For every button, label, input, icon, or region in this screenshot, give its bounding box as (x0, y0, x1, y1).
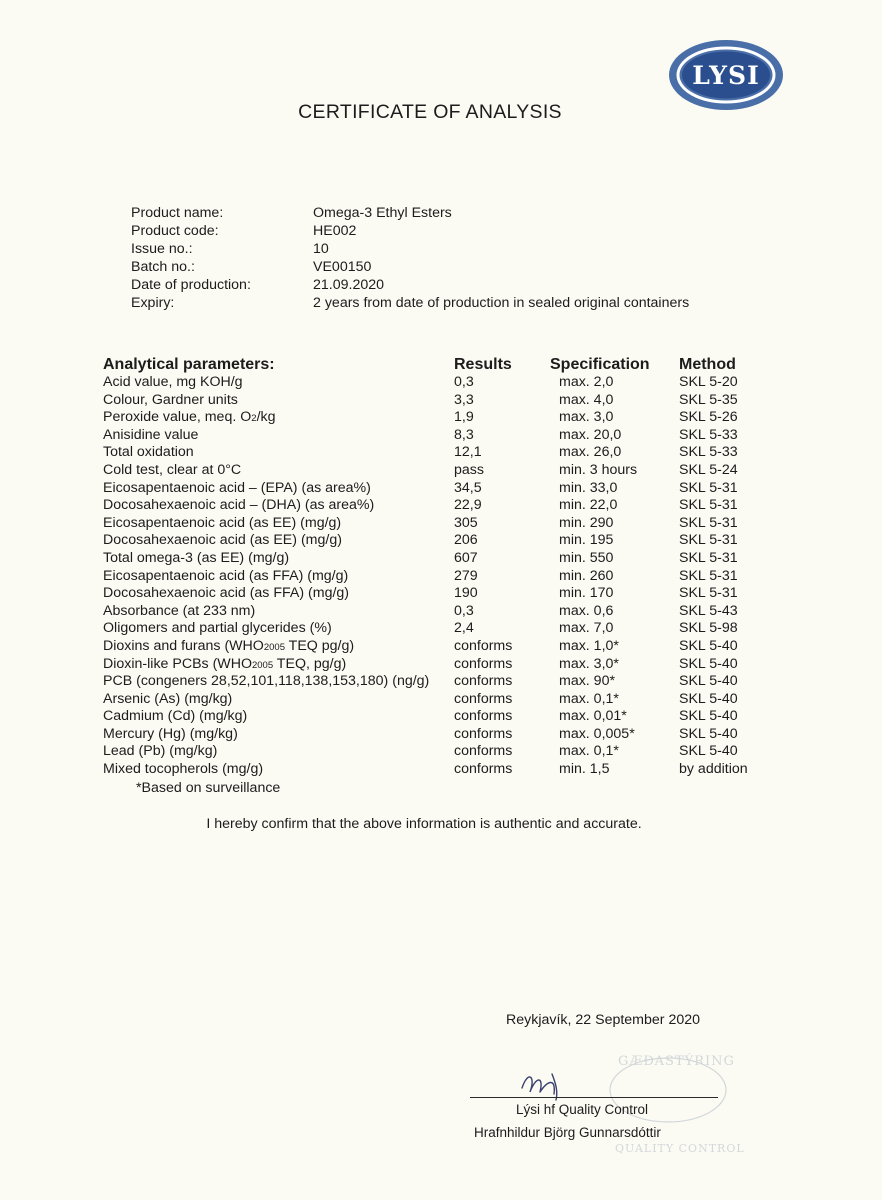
result-cell: 1,9 (454, 409, 474, 426)
info-row (131, 240, 689, 258)
result-cell: conforms (454, 743, 513, 760)
info-row (131, 222, 689, 240)
stamp-top-text: GÆÐASTÝRING (618, 1054, 735, 1069)
result-cell: conforms (454, 673, 513, 690)
parameter-text: Docosahexaenoic acid (as EE) (mg/g) (103, 532, 342, 549)
info-label: Expiry: (131, 295, 175, 311)
result-cell: conforms (454, 725, 513, 742)
specification-cell: min. 290 (559, 514, 614, 531)
signer-department: Lýsi hf Quality Control (516, 1102, 649, 1117)
table-body (103, 374, 765, 779)
parameter-text: Total oxidation (103, 444, 194, 461)
specification-cell: max. 26,0 (559, 444, 622, 461)
specification-cell: min. 22,0 (559, 497, 618, 514)
parameter-text: Docosahexaenoic acid (as FFA) (mg/g) (103, 585, 350, 602)
specification-cell: max. 0,005* (559, 725, 635, 742)
specification-cell: max. 1,0* (559, 637, 619, 654)
result-cell: 279 (454, 567, 478, 584)
signer-name: Hrafnhildur Björg Gunnarsdóttir (474, 1125, 661, 1140)
parameter-subscript: 2 (251, 413, 257, 425)
info-row (131, 276, 689, 294)
table-row (103, 462, 765, 480)
parameter-text: Absorbance (at 233 nm) (103, 602, 256, 619)
specification-cell: max. 0,1* (559, 743, 619, 760)
parameter-text: Mercury (Hg) (mg/kg) (103, 725, 238, 742)
signature-and-stamp (470, 1040, 745, 1160)
method-cell: SKL 5-33 (679, 444, 738, 461)
parameter-text: Total omega-3 (as EE) (mg/g) (103, 549, 290, 566)
info-value: 21.09.2020 (313, 277, 385, 293)
page-title: CERTIFICATE OF ANALYSIS (298, 101, 562, 123)
table-row (103, 585, 765, 603)
specification-cell: max. 7,0 (559, 620, 614, 637)
header-specification: Specification (550, 356, 650, 373)
table-row (103, 392, 765, 410)
info-value: HE002 (313, 223, 357, 239)
method-cell: SKL 5-40 (679, 673, 738, 690)
info-value: Omega-3 Ethyl Esters (313, 205, 452, 221)
specification-cell: min. 170 (559, 585, 614, 602)
specification-cell: max. 4,0 (559, 391, 614, 408)
specification-cell: min. 1,5 (559, 761, 610, 778)
table-row (103, 515, 765, 533)
table-row (103, 409, 765, 427)
result-cell: 8,3 (454, 426, 474, 443)
method-cell: SKL 5-35 (679, 391, 738, 408)
table-row (103, 726, 765, 744)
analysis-table (103, 350, 765, 797)
parameter-text: Oligomers and partial glycerides (%) (103, 620, 332, 637)
parameter-cell (103, 726, 454, 744)
method-cell: SKL 5-40 (679, 637, 738, 654)
table-row (103, 568, 765, 586)
parameter-cell (103, 656, 454, 674)
parameter-cell (103, 462, 454, 480)
parameter-cell (103, 374, 454, 392)
result-cell: 0,3 (454, 374, 474, 390)
place-and-date: Reykjavík, 22 September 2020 (506, 1012, 701, 1028)
info-value: VE00150 (313, 259, 372, 275)
parameter-text: Dioxins and furans (WHO (103, 637, 264, 654)
method-cell: SKL 5-40 (679, 655, 738, 672)
parameter-cell (103, 708, 454, 726)
method-cell: SKL 5-26 (679, 409, 738, 426)
specification-cell: min. 550 (559, 549, 614, 566)
table-row (103, 374, 765, 392)
parameter-cell (103, 568, 454, 586)
info-label: Product name: (131, 205, 224, 221)
method-cell: SKL 5-40 (679, 690, 738, 707)
method-cell: SKL 5-31 (679, 479, 738, 496)
info-row (131, 204, 689, 222)
table-row (103, 638, 765, 656)
header-parameters: Analytical parameters: (103, 356, 275, 373)
parameter-cell (103, 427, 454, 445)
parameter-text-after: /kg (256, 409, 276, 426)
method-cell: SKL 5-31 (679, 567, 738, 584)
specification-cell: max. 90* (559, 673, 615, 690)
specification-cell: min. 3 hours (559, 461, 638, 478)
method-cell: SKL 5-31 (679, 549, 738, 566)
parameter-cell (103, 497, 454, 515)
confirmation-statement: I hereby confirm that the above information is authentic and accurate. (206, 816, 642, 832)
specification-cell: min. 260 (559, 567, 614, 584)
parameter-cell (103, 532, 454, 550)
method-cell: SKL 5-40 (679, 708, 738, 725)
table-row (103, 743, 765, 761)
method-cell: by addition (679, 761, 748, 778)
method-cell: SKL 5-40 (679, 725, 738, 742)
table-row (103, 603, 765, 621)
stamp-bottom-text: QUALITY CONTROL (615, 1142, 745, 1155)
header-method: Method (679, 356, 736, 373)
specification-cell: max. 0,01* (559, 708, 627, 725)
result-cell: 206 (454, 532, 478, 549)
info-label: Batch no.: (131, 259, 195, 275)
method-cell: SKL 5-24 (679, 461, 738, 478)
table-row (103, 708, 765, 726)
parameter-text: Eicosapentaenoic acid (as FFA) (mg/g) (103, 567, 349, 584)
table-header (103, 350, 765, 374)
table-row (103, 444, 765, 462)
parameter-cell (103, 585, 454, 603)
parameter-cell (103, 761, 454, 779)
parameter-text: Anisidine value (103, 426, 199, 443)
parameter-text: Colour, Gardner units (103, 391, 238, 408)
result-cell: conforms (454, 708, 513, 725)
info-row (131, 294, 689, 312)
info-row (131, 258, 689, 276)
info-value: 2 years from date of production in sealed original containers (313, 295, 690, 311)
method-cell: SKL 5-33 (679, 426, 738, 443)
specification-cell: max. 0,6 (559, 602, 614, 619)
table-row (103, 620, 765, 638)
result-cell: 3,3 (454, 391, 474, 408)
result-cell: 607 (454, 549, 478, 566)
specification-cell: max. 3,0 (559, 409, 614, 426)
parameter-cell (103, 444, 454, 462)
specification-cell: min. 33,0 (559, 479, 618, 496)
result-cell: conforms (454, 655, 513, 672)
parameter-cell (103, 603, 454, 621)
parameter-text: Docosahexaenoic acid – (DHA) (as area%) (103, 497, 375, 514)
result-cell: conforms (454, 761, 513, 778)
parameter-text-after: TEQ pg/g) (284, 637, 355, 654)
parameter-cell (103, 409, 454, 427)
parameter-cell (103, 515, 454, 533)
result-cell: 2,4 (454, 620, 474, 637)
method-cell: SKL 5-31 (679, 514, 738, 531)
info-value: 10 (313, 241, 329, 257)
parameter-cell (103, 638, 454, 656)
parameter-cell (103, 480, 454, 498)
parameter-text: Acid value, mg KOH/g (103, 374, 243, 390)
table-row (103, 497, 765, 515)
parameter-text: Peroxide value, meq. O (103, 409, 252, 426)
parameter-text: Eicosapentaenoic acid – (EPA) (as area%) (103, 479, 371, 496)
parameter-text: Dioxin-like PCBs (WHO (103, 655, 252, 672)
result-cell: conforms (454, 637, 513, 654)
logo-text: LYSI (692, 61, 760, 90)
parameter-subscript: 2005 (251, 659, 274, 671)
table-row (103, 673, 765, 691)
method-cell: SKL 5-43 (679, 602, 738, 619)
specification-cell: max. 20,0 (559, 426, 622, 443)
product-info (131, 204, 689, 312)
parameter-text: Cadmium (Cd) (mg/kg) (103, 708, 248, 725)
parameter-cell (103, 620, 454, 638)
result-cell: 34,5 (454, 479, 482, 496)
result-cell: 22,9 (454, 497, 482, 514)
parameter-text-after: TEQ, pg/g) (273, 655, 347, 672)
info-label: Issue no.: (131, 241, 193, 257)
specification-cell: min. 195 (559, 532, 614, 549)
result-cell: pass (454, 461, 484, 478)
table-row (103, 550, 765, 568)
result-cell: 0,3 (454, 602, 474, 619)
parameter-text: Lead (Pb) (mg/kg) (103, 743, 218, 760)
table-row (103, 427, 765, 445)
method-cell: SKL 5-31 (679, 585, 738, 602)
table-row (103, 480, 765, 498)
specification-cell: max. 0,1* (559, 690, 619, 707)
parameter-text: Cold test, clear at 0°C (103, 461, 242, 478)
parameter-text: Arsenic (As) (mg/kg) (103, 690, 233, 707)
parameter-cell (103, 550, 454, 568)
parameter-cell (103, 673, 454, 691)
specification-cell: max. 3,0* (559, 655, 619, 672)
parameter-text: PCB (congeners 28,52,101,118,138,153,180) (ng/g) (103, 673, 430, 690)
parameter-cell (103, 743, 454, 761)
parameter-subscript: 2005 (263, 641, 285, 653)
result-cell: conforms (454, 690, 513, 707)
info-label: Date of production: (131, 277, 251, 293)
footnote: *Based on surveillance (136, 779, 281, 796)
parameter-text: Mixed tocopherols (mg/g) (103, 761, 264, 778)
result-cell: 305 (454, 514, 478, 531)
table-row (103, 691, 765, 709)
signature-line (470, 1097, 718, 1098)
method-cell: SKL 5-31 (679, 532, 738, 549)
result-cell: 190 (454, 585, 478, 602)
table-row (103, 656, 765, 674)
method-cell: SKL 5-40 (679, 743, 738, 760)
parameter-text: Eicosapentaenoic acid (as EE) (mg/g) (103, 514, 342, 531)
header-results: Results (454, 356, 512, 373)
method-cell: SKL 5-98 (679, 620, 738, 637)
specification-cell: max. 2,0 (559, 374, 614, 390)
parameter-cell (103, 392, 454, 410)
info-label: Product code: (131, 223, 219, 239)
table-row (103, 532, 765, 550)
table-row (103, 761, 765, 779)
result-cell: 12,1 (454, 444, 482, 461)
method-cell: SKL 5-20 (679, 374, 738, 390)
method-cell: SKL 5-31 (679, 497, 738, 514)
parameter-cell (103, 691, 454, 709)
